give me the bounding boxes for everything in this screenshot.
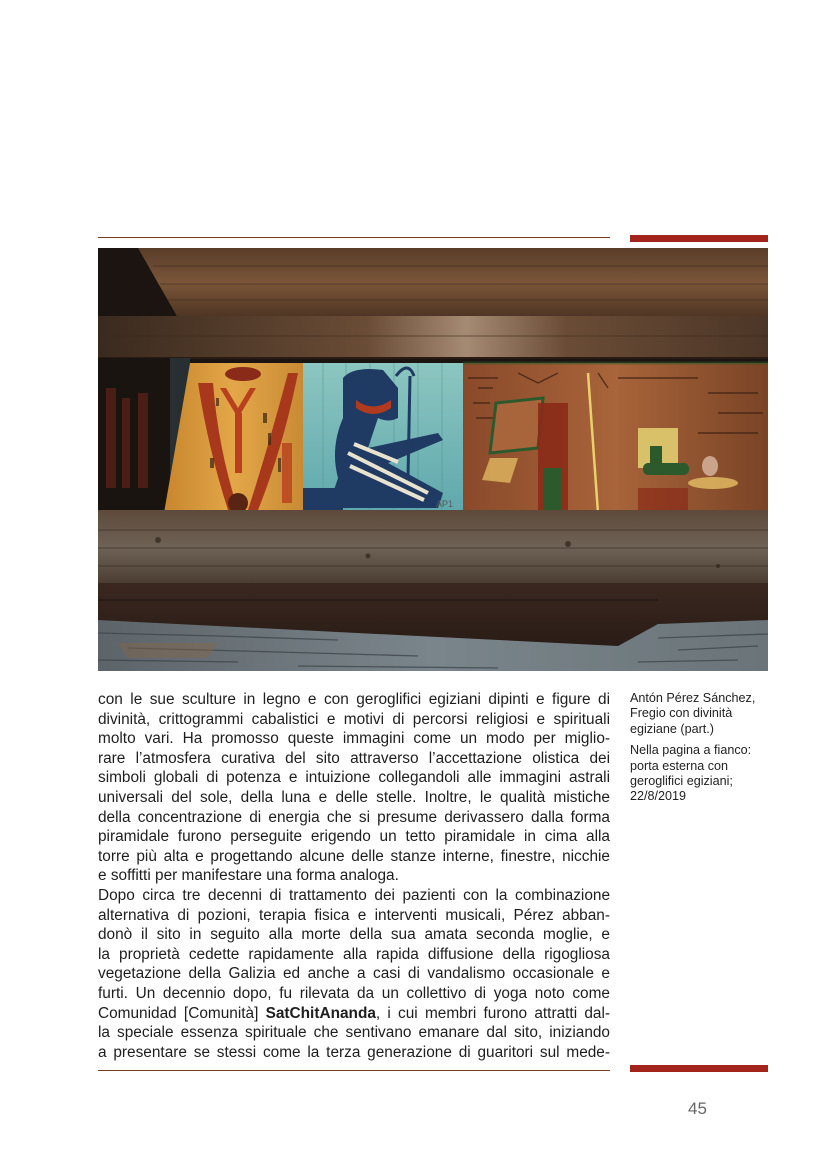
photo-caption — [630, 691, 770, 811]
body-line: la speciale essenza spirituale che sentivano emanare dal sito, iniziando — [98, 1024, 610, 1042]
page-number: 45 — [688, 1099, 707, 1118]
body-line: della concentrazione di energia che si presume derivassero dalla forma — [98, 808, 610, 826]
frieze-photo — [98, 248, 768, 671]
community-name-bold: SatChitAnanda — [265, 1004, 376, 1022]
body-line-with-bold — [98, 1004, 610, 1024]
body-line: divinità, crittogrammi cabalistici e motivi di percorsi religiosi e spirituali — [98, 710, 610, 728]
body-line: a presentare se stessi come la terza generazione di guaritori sul mede- — [98, 1043, 610, 1061]
body-line: Dopo circa tre decenni di trattamento dei pazienti con la combinazione — [98, 886, 610, 904]
body-line: furti. Un decennio dopo, fu rilevata da un collettivo di yoga noto come — [98, 984, 610, 1002]
body-line: torre più alta e progettando alcune delle stanze interne, finestre, nicchie — [98, 847, 610, 865]
top-rule-thin — [98, 237, 610, 238]
artist-signature: AP1 — [436, 499, 454, 509]
body-line: universali del sole, della luna e delle stelle. Inoltre, le qualità mistiche — [98, 788, 610, 806]
upper-beam — [98, 316, 768, 358]
caption-note: Nella pagina a fianco: porta esterna con geroglifici egiziani; 22/8/2019 — [630, 743, 752, 804]
body-line-suffix: , i cui membri furono attratti dal- — [375, 1004, 611, 1022]
body-line: e soffitti per manifestare una forma analoga. — [98, 867, 399, 885]
body-line: piramidale furono perseguite erigendo un tetto piramidale in cima alla — [98, 828, 610, 846]
body-line: rare l’atmosfera curativa del sito attraverso l’accettazione olistica dei — [98, 749, 610, 767]
bottom-rule-accent — [630, 1065, 768, 1072]
body-line: simboli globali di potenza e intuizione collegandoli alle immagini astrali — [98, 769, 610, 787]
caption-credit: Antón Pérez Sánchez, Fregio con divinità egiziane (part.) — [630, 691, 756, 736]
body-line: donò il sito in seguito alla morte della sua amata seconda moglie, e — [98, 926, 610, 944]
ceiling-planks — [138, 248, 768, 318]
body-line-prefix: Comunidad [Comunità] — [98, 1004, 266, 1022]
top-rule-accent — [630, 235, 768, 242]
body-line: vegetazione della Galizia ed anche a casi di vandalismo occasionale e — [98, 965, 610, 983]
body-line: con le sue sculture in legno e con geroglifici egiziani dipinti e figure di — [98, 691, 610, 708]
body-line: la proprietà cedette rapidamente alla rapida diffusione della rigogliosa — [98, 945, 610, 963]
body-line: alternativa di pozioni, terapia fisica e interventi musicali, Pérez abban- — [98, 906, 610, 924]
bottom-rule-thin — [98, 1070, 610, 1071]
body-text — [98, 690, 610, 1062]
body-line: molto vari. Ha promosso queste immagini come un modo per miglio- — [98, 730, 610, 748]
